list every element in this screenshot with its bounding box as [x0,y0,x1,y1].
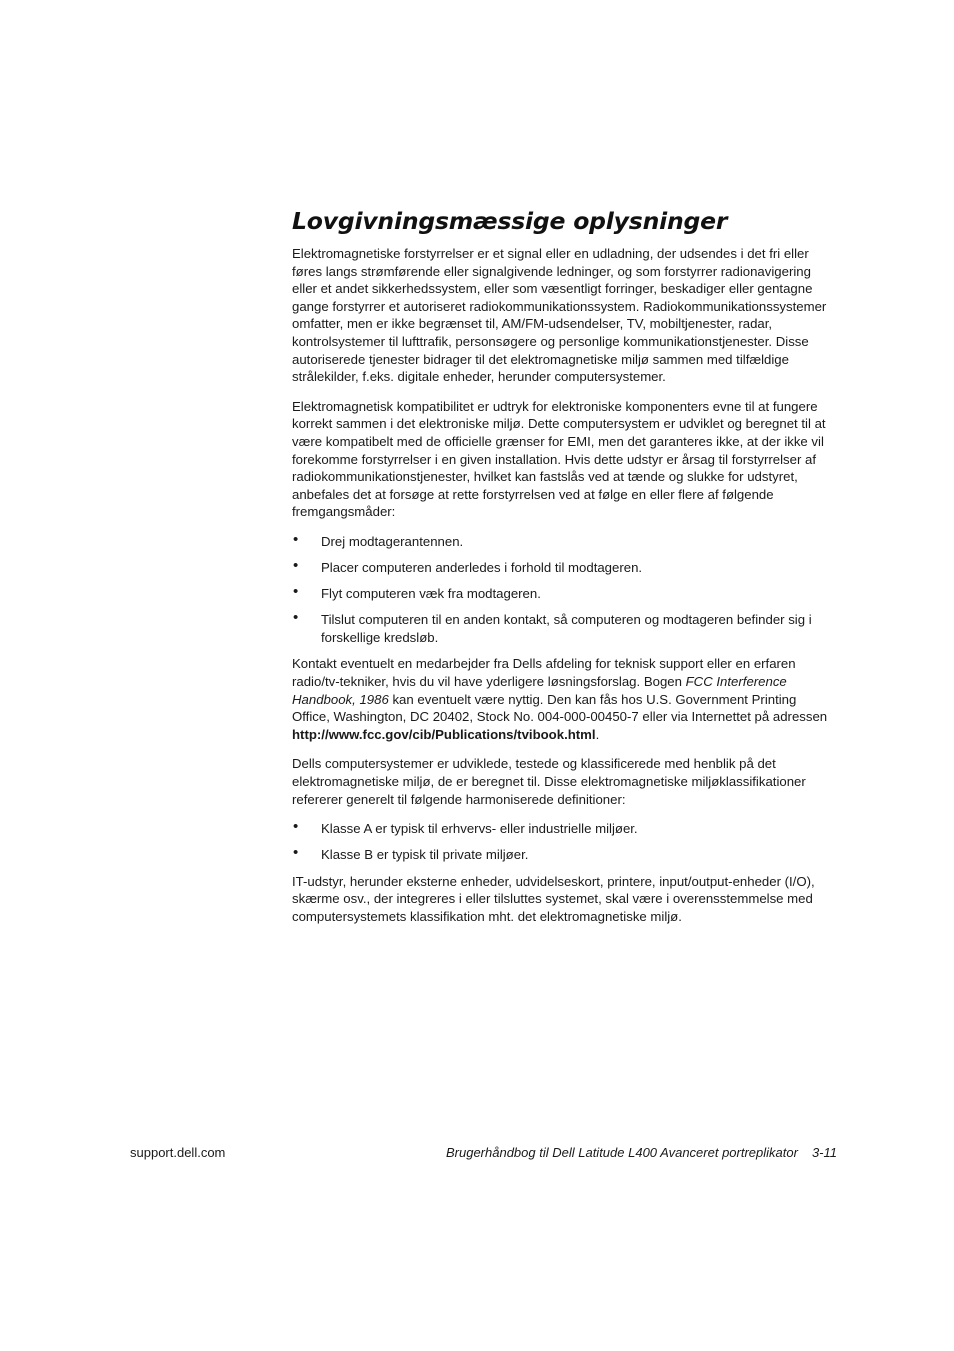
bullet-icon: • [293,557,299,574]
main-content [292,206,837,938]
list-item: • Placer computeren anderledes i forhold til modtageren. [293,557,643,575]
paragraph-it-equipment: IT-udstyr, herunder eksterne enheder, udvidelseskort, printere, input/output-enheder (I/O), skærme osv., der integreres i eller tilsluttes systemet, skal være i overensstemmelse med computersystemets klassifikation mht. det elektromagnetiske miljø. [292,873,815,924]
bullet-icon: • [293,818,299,836]
bullet-icon: • [293,530,299,548]
bullet-icon: • [293,609,299,627]
book-title: FCC Interference Handbook, 1986 [292,673,787,707]
list-item: • Flyt computeren væk fra modtageren. [293,583,541,602]
bullet-icon: • [293,844,299,862]
paragraph-contact: Kontakt eventuelt en medarbejder fra Dells afdeling for teknisk support eller en erfaren radio/tv-tekniker, hvis du vil have yderligere løsningsforslag. Bogen FCC Interference Handbook, 1986 kan eventuelt være nyttig. Den kan fås hos U.S. Government Printing Office, Washington, DC 20402, Stock No. 004-000-00450-7 eller via Internettet på adressen http://www.fcc.gov/cib/Publications/tvibook.html. [292,656,828,742]
fcc-url-link[interactable]: http://www.fcc.gov/cib/Publications/tvibook.html [292,726,596,742]
footer-doc-title [446,1145,837,1161]
list-item: • Klasse B er typisk til private miljøer. [293,844,529,863]
paragraph-emi-definition: Elektromagnetiske forstyrrelser er et signal eller en udladning, der udsendes i det fri eller føres langs strømførende eller signalgivende ledninger, og som forstyrrer radionavigering eller et andet sikkerhedssystem, eller som væsentligt forringer, beskadiger eller gentagne gange forstyrrer et autoriseret radiokommunikationssystem. Radiokommunikationssystemer omfatter, men er ikke begrænset til, AM/FM-udsendelser, TV, mobiltjenester, radar, kontrolsystemer til lufttrafik, personsøgere og personlige kommunikationstjenester. Disse autoriserede tjenester bidrager til det elektromagnetiske miljø sammen med tilfældige strålekilder, f.eks. digitale enheder, herunder computersystemer. [292,246,827,385]
page-title: Lovgivningsmæssige oplysninger [292,207,728,235]
bullet-icon: • [293,583,299,601]
list-item: • Klasse A er typisk til erhvervs- eller industrielle miljøer. [293,818,638,837]
list-item: • Drej modtagerantennen. [293,530,464,549]
class-list [292,820,837,864]
page-number: 3-11 [811,1145,837,1160]
list-item: • Tilslut computeren til en anden kontakt, så computeren og modtageren befinder sig i forskellige kredsløb. [293,609,812,645]
footer-manual-title: Brugerhåndbog til Dell Latitude L400 Avanceret portreplikator [445,1145,798,1160]
remedy-list [292,530,837,646]
footer-site: support.dell.com [130,1145,226,1160]
paragraph-classification: Dells computersystemer er udviklede, testede og klassificerede med henblik på det elektromagnetiske miljø, de er beregnet til. Disse elektromagnetiske miljøklassifikationer refererer generelt til følgende harmoniserede definitioner: [292,756,806,807]
paragraph-emc: Elektromagnetisk kompatibilitet er udtryk for elektroniske komponenters evne til at fungere korrekt sammen i det elektroniske miljø. Dette computersystem er udviklet og beregnet til at være kompatibelt med de officielle grænser for EMI, men det garanteres ikke, at der ikke vil forekomme forstyrrelser i en given installation. Hvis dette udstyr er årsag til forstyrrelser af radiokommunikationstjenester, hvilket kan fastslås ved at tænde og slukke for udstyret, anbefales det at forsøge at rette forstyrrelsen ved at følge en eller flere af følgende fremgangsmåder: [292,398,826,520]
